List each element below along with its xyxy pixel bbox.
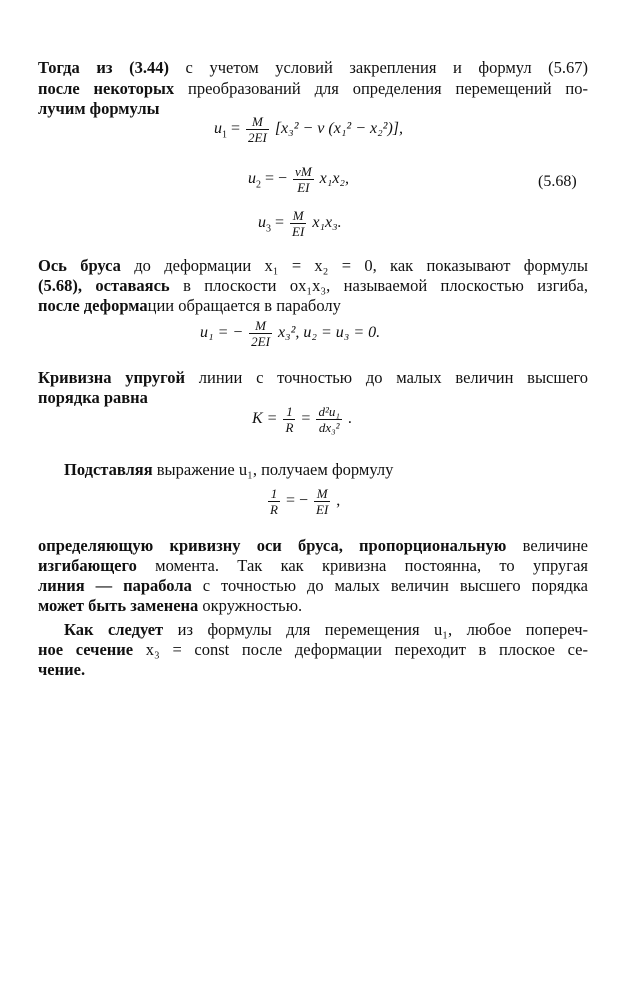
curvature-equals: = bbox=[301, 410, 311, 428]
u1-denominator: 2EI bbox=[248, 130, 267, 145]
u1-symbol: u bbox=[214, 120, 222, 138]
para2-line2-rest: в плоскости ox₁x₃, называемой плоскостью изгиба, bbox=[183, 276, 589, 295]
para1-line1 bbox=[38, 58, 588, 78]
para6-line2-rest: x₃ = const после деформации переходит в плоское се- bbox=[145, 640, 588, 659]
para3-line1-bold: Кривизна упругой bbox=[38, 368, 186, 387]
parabola-numerator: M bbox=[249, 318, 272, 334]
final-denominator-1: R bbox=[270, 502, 278, 517]
equation-curvature bbox=[252, 404, 352, 435]
equation-number: (5.68) bbox=[538, 173, 577, 190]
u3-body: x₁x₃. bbox=[312, 214, 342, 232]
para1-line2-bold: после некоторых bbox=[38, 79, 175, 98]
parabola-fraction bbox=[249, 318, 272, 349]
para6-line2-bold: ное сечение bbox=[38, 640, 134, 659]
para2-line3-rest: ции обращается в параболу bbox=[147, 296, 341, 315]
u3-fraction bbox=[290, 208, 306, 239]
u2-numerator: νM bbox=[295, 164, 312, 179]
final-fraction-2 bbox=[314, 486, 330, 517]
equation-u1: $u_1$ = $\frac{M}{2EI}$ [x₃² − ν (x₁² − x₂²)], bbox=[214, 114, 403, 145]
para5-line3-bold: линия — парабола bbox=[38, 576, 192, 595]
curvature-numerator-2: d²u₁ bbox=[318, 404, 340, 419]
parabola-tail: x₃², u₂ = u₃ = 0. bbox=[277, 324, 381, 342]
para3-line2: порядка равна bbox=[38, 388, 148, 407]
para6-line2 bbox=[38, 640, 588, 660]
curvature-fraction-2 bbox=[316, 404, 341, 435]
final-equals: = − bbox=[285, 492, 308, 510]
curvature-end: . bbox=[347, 410, 352, 428]
u2-body: x₁x₂, bbox=[319, 170, 349, 188]
curvature-lhs: K = bbox=[252, 410, 278, 428]
para1-line2-rest: преобразований для определения перемещений по- bbox=[188, 79, 588, 98]
u1-numerator: M bbox=[246, 114, 269, 130]
para2-line3 bbox=[38, 296, 341, 316]
u3-symbol: u bbox=[258, 214, 266, 232]
para4-rest: выражение u₁, получаем формулу bbox=[156, 460, 394, 479]
parabola-denominator: 2EI bbox=[251, 334, 270, 349]
para2-line1 bbox=[38, 256, 588, 276]
para5-line4-rest: окружностью. bbox=[202, 596, 303, 615]
para6-line1 bbox=[64, 620, 588, 640]
para2-line2-bold: (5.68), оставаясь bbox=[38, 276, 170, 295]
para5-line3 bbox=[38, 576, 588, 596]
equation-u2: $u_2$ = − $\frac{\nu M}{EI}$ x₁x₂, bbox=[248, 164, 349, 195]
para6-line1-rest: из формулы для перемещения u₁, любое попереч- bbox=[177, 620, 588, 639]
final-end: , bbox=[336, 492, 341, 510]
para4-bold: Подставляя bbox=[64, 460, 153, 479]
para5-line3-rest: с точностью до малых величин высшего порядка bbox=[202, 576, 589, 595]
u1-fraction bbox=[246, 114, 269, 145]
final-denominator-2: EI bbox=[316, 502, 329, 517]
para5-line2 bbox=[38, 556, 588, 576]
curvature-numerator-1: 1 bbox=[283, 404, 295, 420]
para5-line1 bbox=[38, 536, 588, 556]
para3-line1-rest: линии с точностью до малых величин высшего bbox=[198, 368, 588, 387]
u2-symbol: u bbox=[248, 170, 256, 188]
u3-denominator: EI bbox=[292, 224, 305, 239]
curvature-denominator-2: dx₃² bbox=[318, 420, 340, 435]
para4-line1 bbox=[64, 460, 393, 480]
para1-line2 bbox=[38, 79, 588, 99]
para5-line4-bold: может быть заменена bbox=[38, 596, 199, 615]
equation-parabola bbox=[200, 318, 380, 349]
para2-line1-bold: Ось бруса bbox=[38, 256, 121, 275]
para1-line1-bold: Тогда из (3.44) bbox=[38, 58, 169, 77]
para5-line2-bold: изгибающего bbox=[38, 556, 137, 575]
u2-fraction bbox=[293, 164, 314, 195]
curvature-denominator-1: R bbox=[285, 420, 294, 435]
para6-line3: чение. bbox=[38, 660, 86, 679]
para1-line1-rest: с учетом условий закрепления и формул (5.67) bbox=[185, 58, 589, 77]
para2-line2 bbox=[38, 276, 588, 296]
final-fraction-1 bbox=[268, 486, 280, 517]
para2-line3-bold: после деформа bbox=[38, 296, 148, 315]
u2-denominator: EI bbox=[297, 180, 310, 195]
u1-body: [x₃² − ν (x₁² − x₂²)], bbox=[274, 120, 403, 138]
para5-line1-bold: определяющую кривизну оси бруса, пропорциональную bbox=[38, 536, 507, 555]
u3-numerator: M bbox=[290, 208, 306, 224]
para5-line2-rest: момента. Так как кривизна постоянна, то упругая bbox=[155, 556, 588, 575]
para6-line1-bold: Как следует bbox=[64, 620, 164, 639]
parabola-lhs: u₁ = − bbox=[200, 324, 244, 342]
curvature-fraction-1 bbox=[283, 404, 295, 435]
para1-line3: лучим формулы bbox=[38, 99, 160, 118]
equation-final bbox=[266, 486, 340, 517]
equation-u3: $u_3$ = $\frac{M}{EI}$ x₁x₃. bbox=[258, 208, 342, 239]
final-numerator-1: 1 bbox=[268, 486, 280, 502]
para5-line4 bbox=[38, 596, 302, 616]
u2-sign: = − bbox=[265, 170, 288, 188]
final-numerator-2: M bbox=[314, 486, 330, 502]
para3-line1 bbox=[38, 368, 588, 388]
para5-line1-rest: величине bbox=[522, 536, 588, 555]
para2-line1-rest: до деформации x₁ = x₂ = 0, как показывают формулы bbox=[134, 256, 588, 275]
